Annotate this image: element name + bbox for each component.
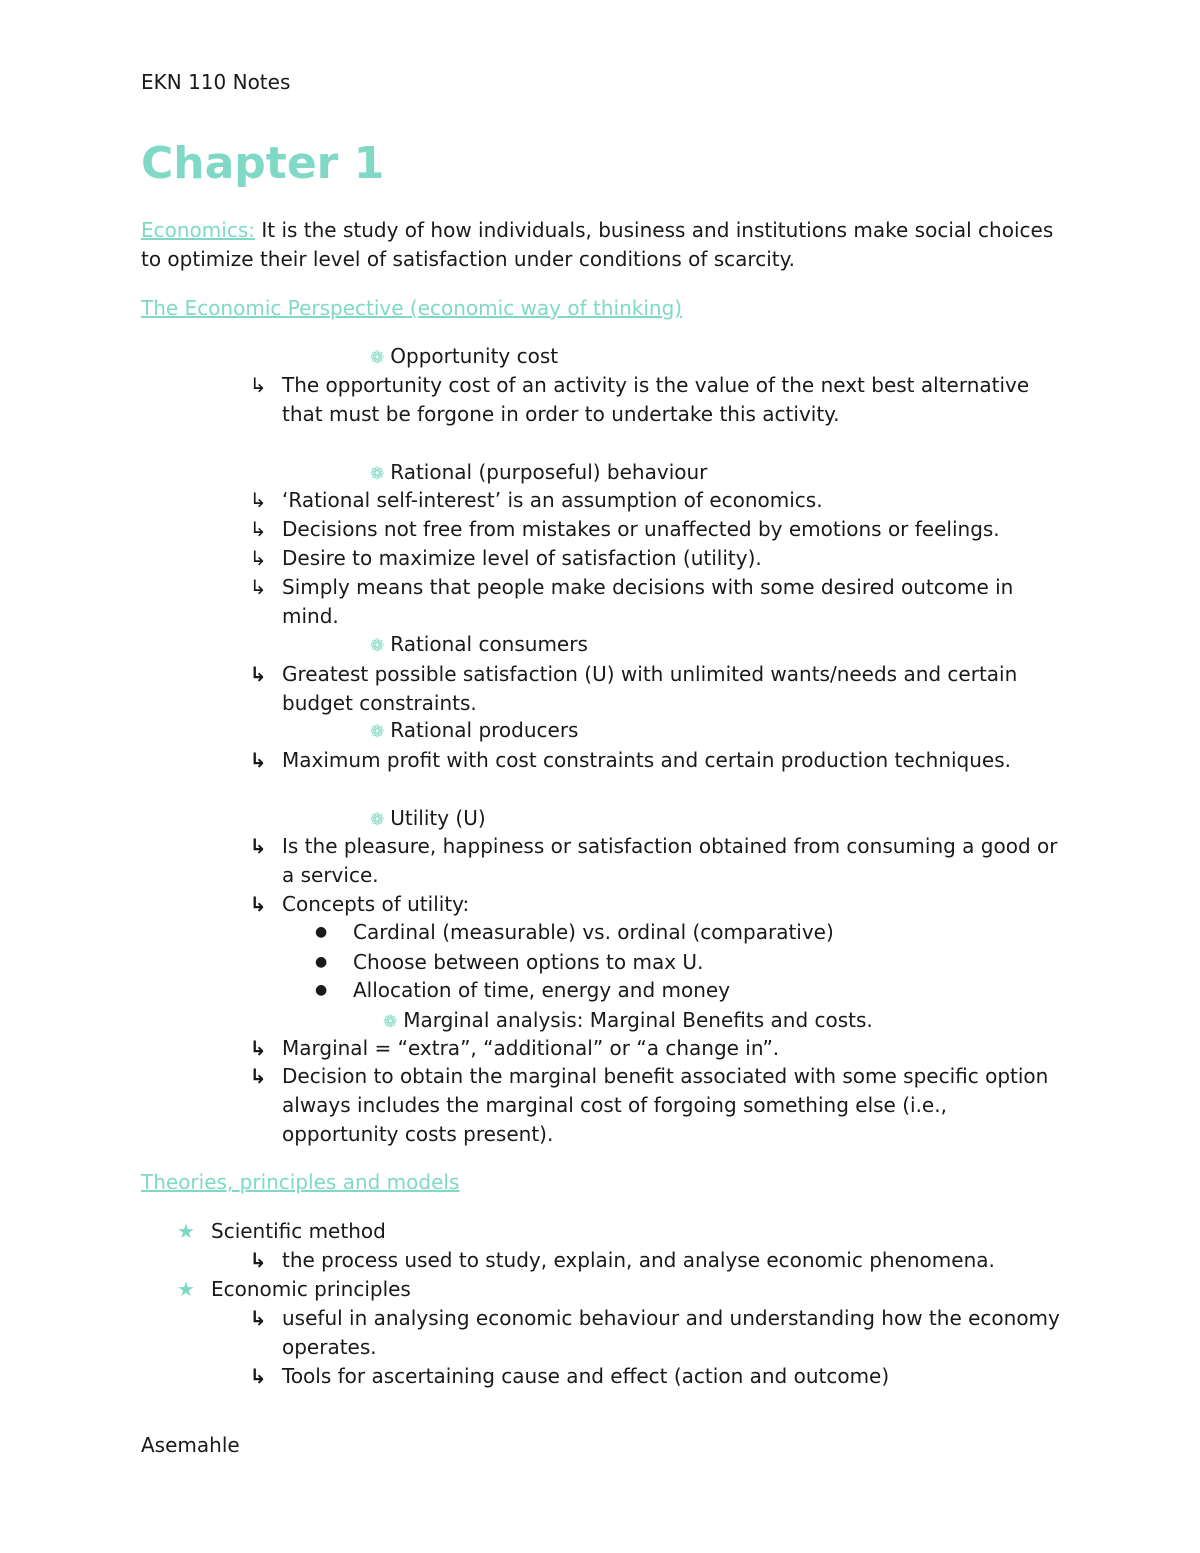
list-item: ↳ Marginal = “extra”, “additional” or “a change in”. xyxy=(248,1034,1068,1063)
list-item: ↳ useful in analysing economic behaviour and understanding how the economy operates. xyxy=(249,1306,1060,1359)
page-footer: Asemahle xyxy=(141,1433,240,1457)
subheading-rational-consumers: ❁ Rational consumers xyxy=(370,632,588,656)
gear-icon: ❁ xyxy=(383,1012,398,1032)
sub-list-item: ● Allocation of time, energy and money xyxy=(315,976,730,1005)
sub-list-item: ● Choose between options to max U. xyxy=(315,948,703,977)
sub-list-item: ● Cardinal (measurable) vs. ordinal (comparative) xyxy=(315,918,834,947)
list-item: ↳ Concepts of utility: xyxy=(248,890,1068,919)
gear-icon: ❁ xyxy=(370,348,385,368)
curved-arrow-icon: ↳ xyxy=(249,1364,267,1388)
section-heading-economic-perspective: The Economic Perspective (economic way of thinking) xyxy=(141,296,683,320)
economics-definition-text: It is the study of how individuals, business and institutions make social choices to optimize their level of satisfaction under conditions of scarcity. xyxy=(141,218,1054,271)
curved-arrow-icon: ↳ xyxy=(249,488,267,512)
gear-icon: ❁ xyxy=(370,810,385,830)
curved-arrow-icon: ↳ xyxy=(249,662,267,686)
list-item: ↳ ‘Rational self-interest’ is an assumption of economics. xyxy=(248,486,1068,515)
curved-arrow-icon: ↳ xyxy=(249,517,267,541)
curved-arrow-icon: ↳ xyxy=(249,834,267,858)
curved-arrow-icon: ↳ xyxy=(249,373,267,397)
curved-arrow-icon: ↳ xyxy=(249,575,267,599)
bullet-dot-icon: ● xyxy=(315,982,328,998)
curved-arrow-icon: ↳ xyxy=(249,1064,267,1088)
bullet-dot-icon: ● xyxy=(315,954,328,970)
section-heading-theories: Theories, principles and models xyxy=(141,1170,460,1194)
star-icon: ★ xyxy=(177,1219,195,1243)
list-item: ↳ Desire to maximize level of satisfaction (utility). xyxy=(248,544,1068,573)
list-item: ↳ Simply means that people make decisions with some desired outcome in mind. xyxy=(249,575,1014,628)
subheading-opportunity-cost: ❁ Opportunity cost xyxy=(370,344,559,368)
list-item: ↳ Maximum profit with cost constraints and certain production techniques. xyxy=(248,746,1068,775)
list-item: ↳ The opportunity cost of an activity is the value of the next best alternative that must be forgone in order to undertake this activity. xyxy=(249,373,1030,426)
subheading-marginal-analysis: ❁ Marginal analysis: Marginal Benefits and costs. xyxy=(383,1008,873,1032)
star-icon: ★ xyxy=(177,1277,195,1301)
list-item: ↳ Greatest possible satisfaction (U) with unlimited wants/needs and certain budget constraints. xyxy=(249,662,1018,715)
economics-definition xyxy=(141,216,1061,274)
list-item: ↳ Decisions not free from mistakes or unaffected by emotions or feelings. xyxy=(248,515,1068,544)
gear-icon: ❁ xyxy=(370,722,385,742)
curved-arrow-icon: ↳ xyxy=(249,1036,267,1060)
list-item: ↳ Is the pleasure, happiness or satisfaction obtained from consuming a good or a service. xyxy=(249,834,1058,887)
list-item: ↳ Tools for ascertaining cause and effect (action and outcome) xyxy=(248,1362,1068,1391)
curved-arrow-icon: ↳ xyxy=(249,1306,267,1330)
gear-icon: ❁ xyxy=(370,464,385,484)
list-item: ↳ Decision to obtain the marginal benefit associated with some specific option always includes the marginal cost of forgoing something else (i.e., opportunity costs present). xyxy=(249,1064,1049,1146)
subheading-rational-behaviour: ❁ Rational (purposeful) behaviour xyxy=(370,460,708,484)
curved-arrow-icon: ↳ xyxy=(249,892,267,916)
curved-arrow-icon: ↳ xyxy=(249,546,267,570)
economics-term: Economics: xyxy=(141,218,255,242)
subheading-rational-producers: ❁ Rational producers xyxy=(370,718,579,742)
chapter-title: Chapter 1 xyxy=(141,138,385,189)
star-list-item: ★ Economic principles xyxy=(177,1275,411,1304)
curved-arrow-icon: ↳ xyxy=(249,1248,267,1272)
list-item: ↳ the process used to study, explain, and analyse economic phenomena. xyxy=(248,1246,1068,1275)
curved-arrow-icon: ↳ xyxy=(249,748,267,772)
bullet-dot-icon: ● xyxy=(315,924,328,940)
gear-icon: ❁ xyxy=(370,636,385,656)
star-list-item: ★ Scientific method xyxy=(177,1217,386,1246)
page-header: EKN 110 Notes xyxy=(141,70,291,94)
subheading-utility: ❁ Utility (U) xyxy=(370,806,486,830)
